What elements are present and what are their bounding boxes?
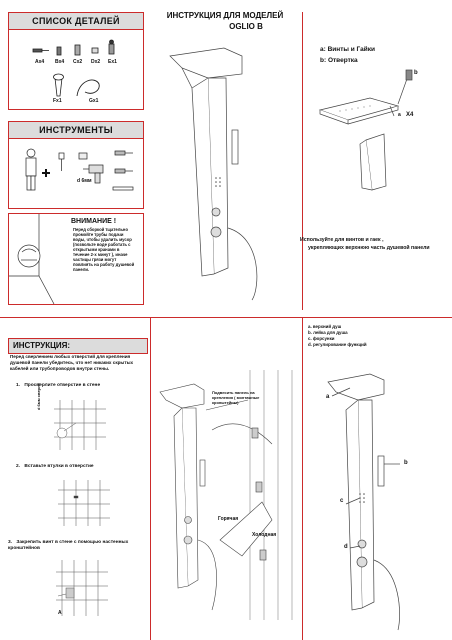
bottom-label-c: c [340,498,344,504]
step-1-text: Просверлите отверстие в стене [24,383,101,388]
nut-icon [57,47,61,55]
shower-panel-drawing-top [152,38,302,308]
tools-panel [8,121,144,209]
top-right-note [300,236,430,252]
tools-icons [9,139,143,209]
wrench-icon [59,153,64,171]
screws-legend [320,44,375,66]
legend-a: a: Винты и Гайки [320,46,376,53]
parts-icons [9,30,143,110]
warning-text: Перед сборкой тщательно промойте трубы подачи воды, чтобы удалить мусор (позвольте воде работать с открытыми кранами в течение 2-х минут ), иначе частицы грязи могут повлиять на работу душевой панели. [73,227,135,272]
hand-shower-icon [54,74,64,96]
pipe-corner-illustration [9,214,69,304]
bottom-divider-right [302,318,303,640]
parts-list-header: СПИСОК ДЕТАЛЕЙ [9,13,143,30]
label-a-screw: a [398,112,401,118]
person-icon [26,149,36,190]
tools-drill-label: d 6мм [77,178,92,184]
screwdriver-icon [115,151,133,173]
plug-icon [75,45,80,55]
top-divider [302,12,303,310]
step-3-drawing [52,558,112,618]
mid-divider [0,317,452,318]
note-line2: укрепляющих верхнюю часть душевой панели [308,245,430,251]
warning-panel [8,213,144,305]
page-title [150,10,300,32]
hose-icon [77,80,99,96]
bottom-label-d: d [344,544,348,550]
bottom-label-a: a [326,394,330,400]
step-3 [8,540,148,552]
step-3-label-a: A [58,610,62,616]
bottom-label-b: b [404,460,408,466]
legend-item-c: c. форсунки [308,336,335,341]
step-3-num: 3. [8,540,13,545]
shower-panel-drawing-bottom [310,364,450,634]
legend-item-d: d. регулирование функций [308,342,367,347]
label-x4: X4 [406,112,414,118]
bottom-divider-left [150,318,151,640]
label-b-screwdriver: b [414,70,418,76]
step-1-num: 1. [16,383,21,388]
step-2 [16,464,94,469]
legend-item-a: a. верхний душ [308,324,342,329]
note-line1: Используйте для винтов и гаек , [300,237,384,243]
wall-mount-drawing [152,370,302,630]
part-label-e: Ex1 [108,59,117,65]
page-title-line1: ИНСТРУКЦИЯ ДЛЯ МОДЕЛЕЙ [166,11,284,20]
step-1 [16,383,100,388]
hang-note: Подвесить панель на крепления ( монтажные кронштейны) [212,390,260,405]
part-label-f: Fx1 [53,98,62,104]
part-label-a: Ax4 [35,59,45,65]
instructions-intro: Перед сверлением любых отверстий для крепления душевой панели убедитесь, что нет никаких скрытых кабелей или трубопроводов внутри стены. [10,354,134,371]
part-label-c: Cx2 [73,59,83,65]
step-3-text: Закрепить винт в стене с помощью настенных кронштейнов [8,540,129,551]
step-2-num: 2. [16,464,21,469]
part-label-g: Gx1 [89,98,99,104]
part-label-b: Bx4 [55,59,65,65]
parts-list-panel [8,12,144,110]
part-label-d: Dx2 [91,59,101,65]
screw-icon [33,49,49,52]
plus-icon [42,169,50,177]
legend-item-b: b. лейка для душа [308,330,348,335]
drill-bit-icon [79,153,87,159]
warning-title: ВНИМАНИЕ ! [71,218,117,225]
hot-label: Горячая [218,516,239,522]
cold-label: Холодная [252,532,277,538]
instructions-header-block [8,338,148,354]
bracket-icon [109,40,114,54]
tape-icon [113,187,133,190]
step-1-drawing [50,395,110,455]
step-2-text: Вставьте втулки в отверстие [24,464,94,469]
function-legend [308,324,367,348]
step-2-drawing [54,478,114,528]
page-title-line2: OGLIO B [229,22,263,31]
legend-b: b: Отвертка [320,57,358,64]
tools-header: ИНСТРУМЕНТЫ [9,122,143,139]
top-shower-head-drawing [310,70,440,220]
step-1-drill-label: d 6мм сверло [36,383,41,410]
instructions-header: ИНСТРУКЦИЯ: [13,341,71,350]
washer-icon [92,48,98,53]
